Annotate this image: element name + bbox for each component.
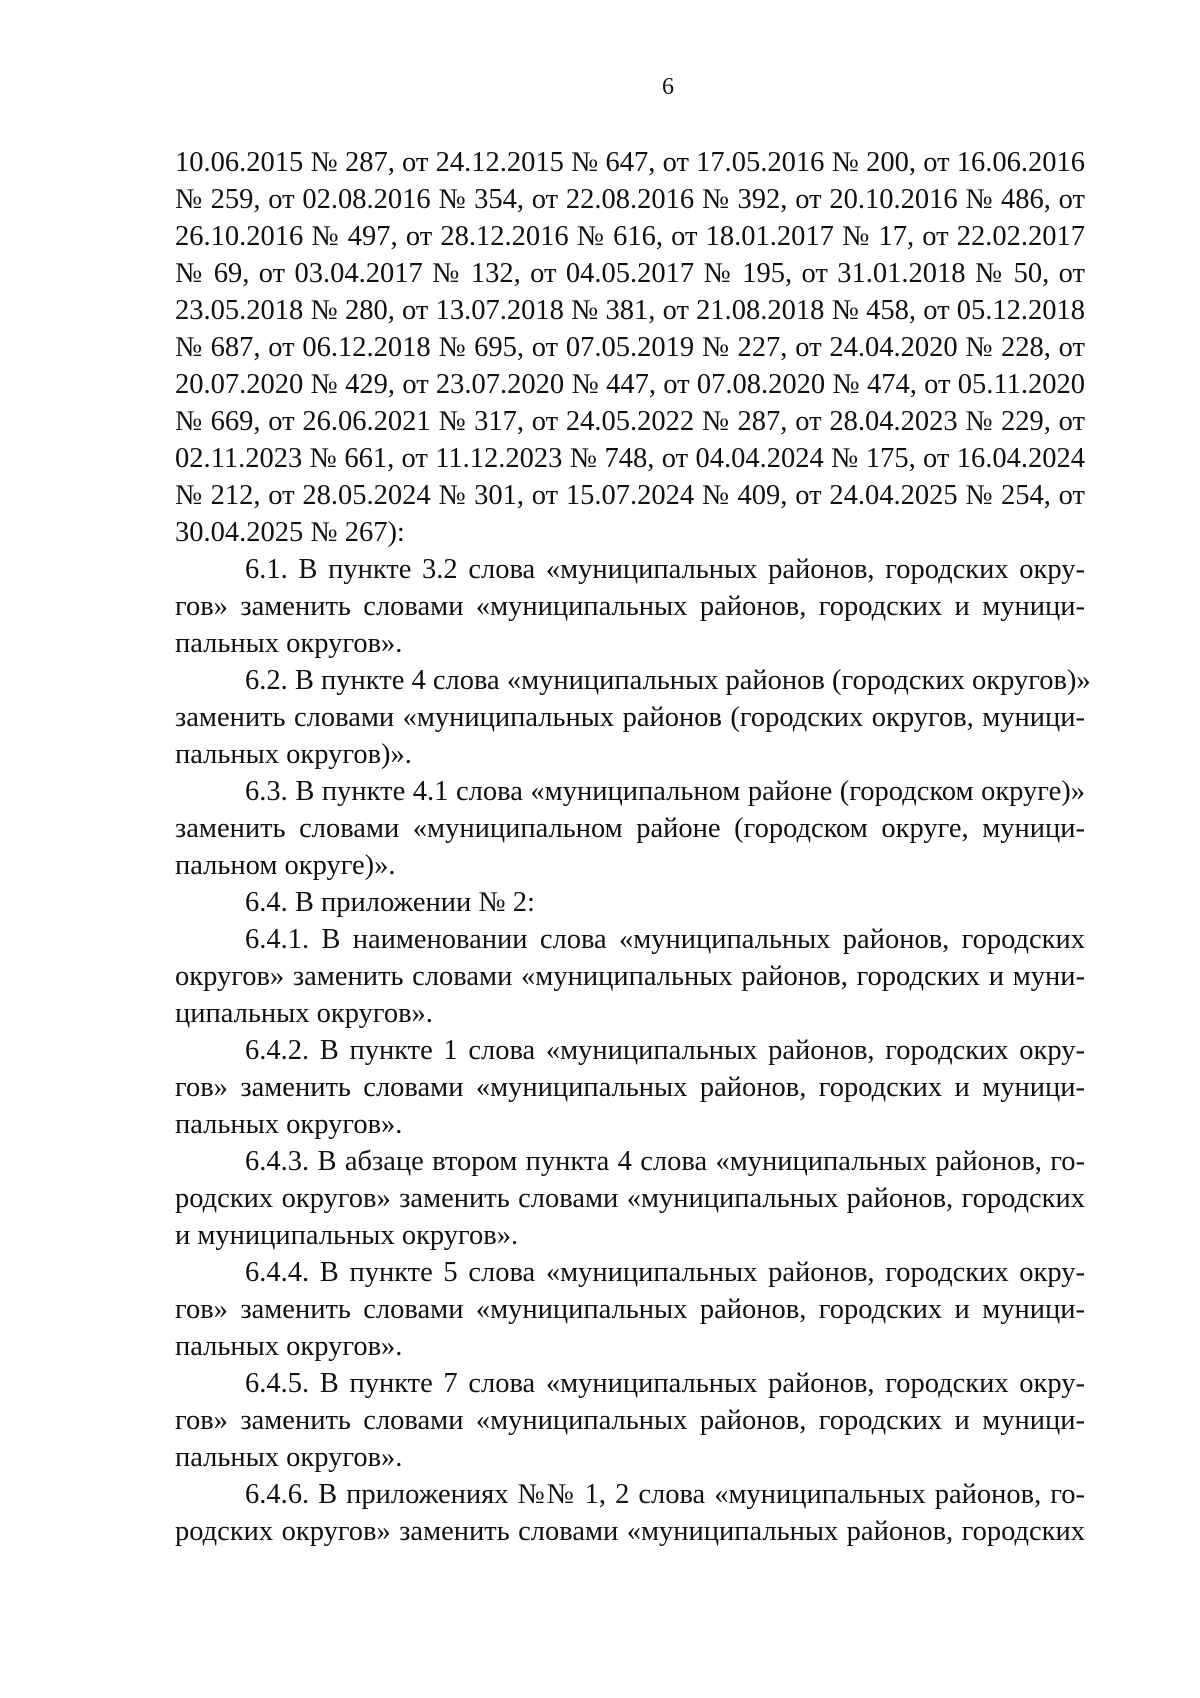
text-line: № 687, от 06.12.2018 № 695, от 07.05.2019 № 227, от 24.04.2020 № 228, от bbox=[175, 332, 1085, 363]
text-line: пальных округов». bbox=[175, 1331, 403, 1362]
paragraph-6-4-3 bbox=[175, 1143, 1085, 1254]
text-line: и муниципальных округов». bbox=[175, 1220, 519, 1251]
text-line: 6.4.2. В пункте 1 слова «муниципальных районов, городских окру- bbox=[245, 1035, 1085, 1066]
paragraph-6-2 bbox=[175, 662, 1091, 773]
text-line: 6.1. В пункте 3.2 слова «муниципальных районов, городских окру- bbox=[245, 554, 1085, 585]
text-line: родских округов» заменить словами «муниципальных районов, городских bbox=[175, 1516, 1085, 1547]
text-line: № 669, от 26.06.2021 № 317, от 24.05.2022 № 287, от 28.04.2023 № 229, от bbox=[175, 406, 1085, 437]
text-line: пальных округов)». bbox=[175, 739, 412, 770]
paragraph-6-4-6 bbox=[175, 1476, 1085, 1550]
text-line: пальных округов». bbox=[175, 1442, 403, 1473]
text-line: пальных округов». bbox=[175, 1109, 403, 1140]
text-line: 02.11.2023 № 661, от 11.12.2023 № 748, от 04.04.2024 № 175, от 16.04.2024 bbox=[175, 443, 1085, 474]
text-line: № 69, от 03.04.2017 № 132, от 04.05.2017 № 195, от 31.01.2018 № 50, от bbox=[175, 258, 1085, 289]
paragraph-intro bbox=[175, 144, 1085, 551]
text-line: 20.07.2020 № 429, от 23.07.2020 № 447, от 07.08.2020 № 474, от 05.11.2020 bbox=[175, 369, 1085, 400]
text-line: 6.4.6. В приложениях №№ 1, 2 слова «муниципальных районов, го- bbox=[245, 1479, 1085, 1510]
text-line: 6.3. В пункте 4.1 слова «муниципальном районе (городском округе)» bbox=[245, 776, 1085, 807]
paragraph-6-4-5 bbox=[175, 1365, 1085, 1476]
text-line: 6.4.5. В пункте 7 слова «муниципальных районов, городских окру- bbox=[245, 1368, 1085, 1399]
text-line: 6.4.1. В наименовании слова «муниципальных районов, городских bbox=[245, 924, 1085, 955]
text-line: 6.4.4. В пункте 5 слова «муниципальных районов, городских окру- bbox=[245, 1257, 1085, 1288]
text-line: пальных округов». bbox=[175, 628, 403, 659]
text-line: № 212, от 28.05.2024 № 301, от 15.07.2024 № 409, от 24.04.2025 № 254, от bbox=[175, 480, 1085, 511]
text-line: № 259, от 02.08.2016 № 354, от 22.08.2016 № 392, от 20.10.2016 № 486, от bbox=[175, 184, 1085, 215]
page-number: 6 bbox=[662, 74, 674, 100]
paragraph-6-1 bbox=[175, 551, 1085, 662]
text-line: округов» заменить словами «муниципальных районов, городских и муни- bbox=[175, 961, 1085, 992]
text-line: гов» заменить словами «муниципальных районов, городских и муници- bbox=[175, 591, 1085, 622]
text-line: родских округов» заменить словами «муниципальных районов, городских bbox=[175, 1183, 1085, 1214]
paragraph-6-4-4 bbox=[175, 1254, 1085, 1365]
text-line: гов» заменить словами «муниципальных районов, городских и муници- bbox=[175, 1405, 1085, 1436]
text-line: 10.06.2015 № 287, от 24.12.2015 № 647, от 17.05.2016 № 200, от 16.06.2016 bbox=[175, 147, 1085, 178]
text-line: гов» заменить словами «муниципальных районов, городских и муници- bbox=[175, 1072, 1085, 1103]
paragraph-6-4-1 bbox=[175, 921, 1085, 1032]
paragraph-6-3 bbox=[175, 773, 1085, 884]
paragraph-6-4 bbox=[175, 884, 1085, 921]
paragraph-6-4-2 bbox=[175, 1032, 1085, 1143]
text-line: ципальных округов». bbox=[175, 998, 433, 1029]
text-line: заменить словами «муниципальном районе (городском округе, муници- bbox=[175, 813, 1085, 844]
text-line: 30.04.2025 № 267): bbox=[175, 517, 405, 548]
text-line: 6.4. В приложении № 2: bbox=[245, 887, 535, 918]
text-line: 23.05.2018 № 280, от 13.07.2018 № 381, от 21.08.2018 № 458, от 05.12.2018 bbox=[175, 295, 1085, 326]
text-line: пальном округе)». bbox=[175, 850, 396, 881]
document-body bbox=[175, 144, 1091, 1550]
text-line: 26.10.2016 № 497, от 28.12.2016 № 616, от 18.01.2017 № 17, от 22.02.2017 bbox=[175, 221, 1085, 252]
text-line: 6.4.3. В абзаце втором пункта 4 слова «муниципальных районов, го- bbox=[245, 1146, 1085, 1177]
text-line: заменить словами «муниципальных районов (городских округов, муници- bbox=[175, 702, 1085, 733]
text-line: гов» заменить словами «муниципальных районов, городских и муници- bbox=[175, 1294, 1085, 1325]
text-line: 6.2. В пункте 4 слова «муниципальных районов (городских округов)» bbox=[245, 665, 1091, 696]
